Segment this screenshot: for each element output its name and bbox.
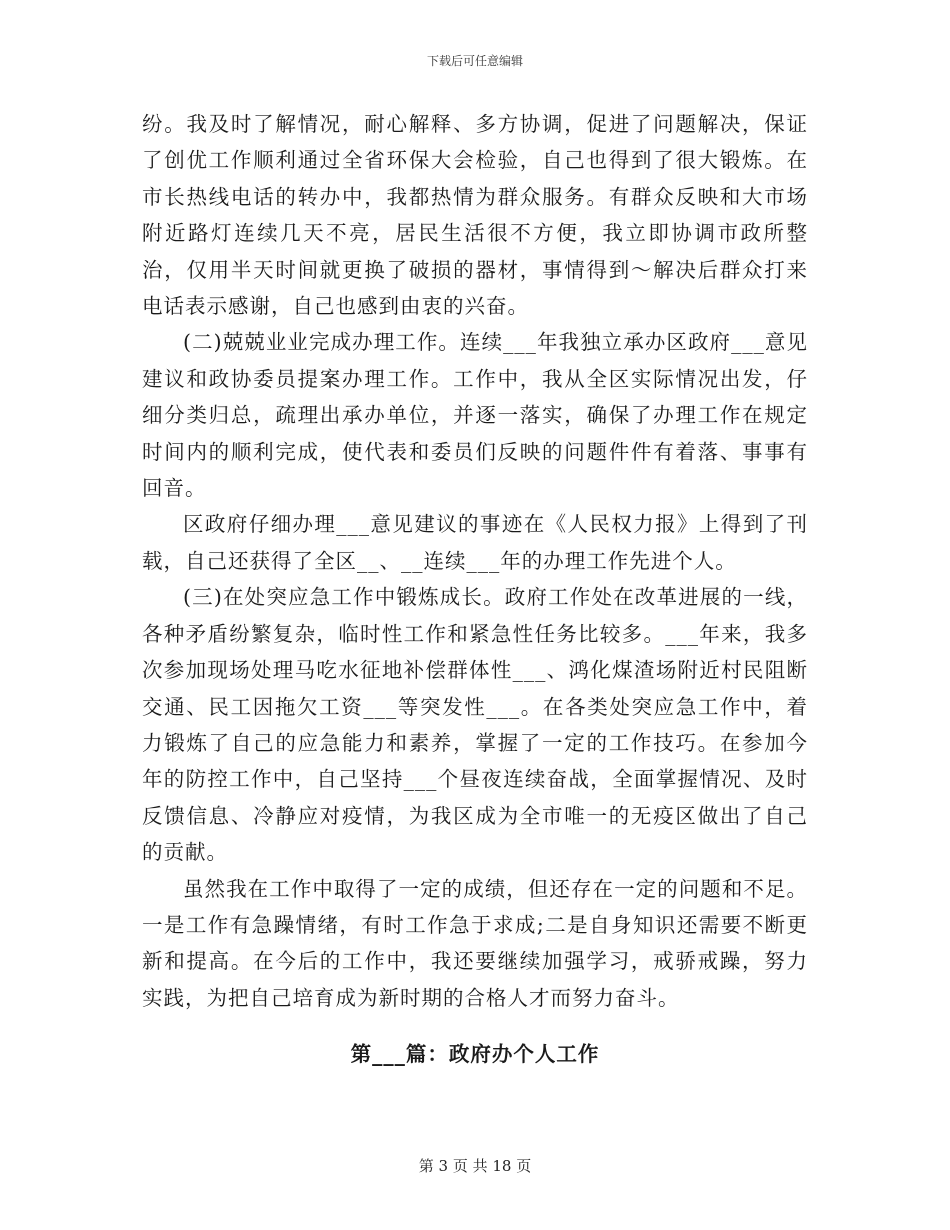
page-number: 第 3 页 共 18 页 xyxy=(418,1157,532,1175)
body-text xyxy=(142,106,808,1016)
paragraph: 虽然我在工作中取得了一定的成绩，但还存在一定的问题和不足。一是工作有急躁情绪，有时工作急于求成;二是自身知识还需要不断更新和提高。在今后的工作中，我还要继续加强学习，戒骄戒躁，努力实践，为把自己培育成为新时期的合格人才而努力奋斗。 xyxy=(142,876,808,1010)
header-note: 下载后可任意编辑 xyxy=(426,54,523,68)
paragraph: (三)在处突应急工作中锻炼成长。政府工作处在改革进展的一线，各种矛盾纷繁复杂，临时性工作和紧急性任务比较多。___年来，我多次参加现场处理马吃水征地补偿群体性___、鸿化煤渣场附近村民阻断交通、民工因拖欠工资___等突发性___。在各类处突应急工作中，着力锻炼了自己的应急能力和素养，掌握了一定的工作技巧。在参加今年的防控工作中，自己坚持___个昼夜连续奋战，全面掌握情况、及时反馈信息、冷静应对疫情，为我区成为全市唯一的无疫区做出了自己的贡献。 xyxy=(142,585,808,865)
section-heading: 第___篇：政府办个人工作 xyxy=(350,1042,600,1066)
paragraph: 区政府仔细办理___意见建议的事迹在《人民权力报》上得到了刊载，自己还获得了全区__、__连续___年的办理工作先进个人。 xyxy=(142,512,808,573)
paragraph: (二)兢兢业业完成办理工作。连续___年我独立承办区政府___意见建议和政协委员提案办理工作。工作中，我从全区实际情况出发，仔细分类归总，疏理出承办单位，并逐一落实，确保了办理工作在规定时间内的顺利完成，使代表和委员们反映的问题件件有着落、事事有回音。 xyxy=(142,330,808,501)
paragraph: 纷。我及时了解情况，耐心解释、多方协调，促进了问题解决，保证了创优工作顺利通过全省环保大会检验，自己也得到了很大锻炼。在市长热线电话的转办中，我都热情为群众服务。有群众反映和大市场附近路灯连续几天不亮，居民生活很不方便，我立即协调市政所整治，仅用半天时间就更换了破损的器材，事情得到～解决后群众打来电话表示感谢，自己也感到由衷的兴奋。 xyxy=(142,112,808,319)
